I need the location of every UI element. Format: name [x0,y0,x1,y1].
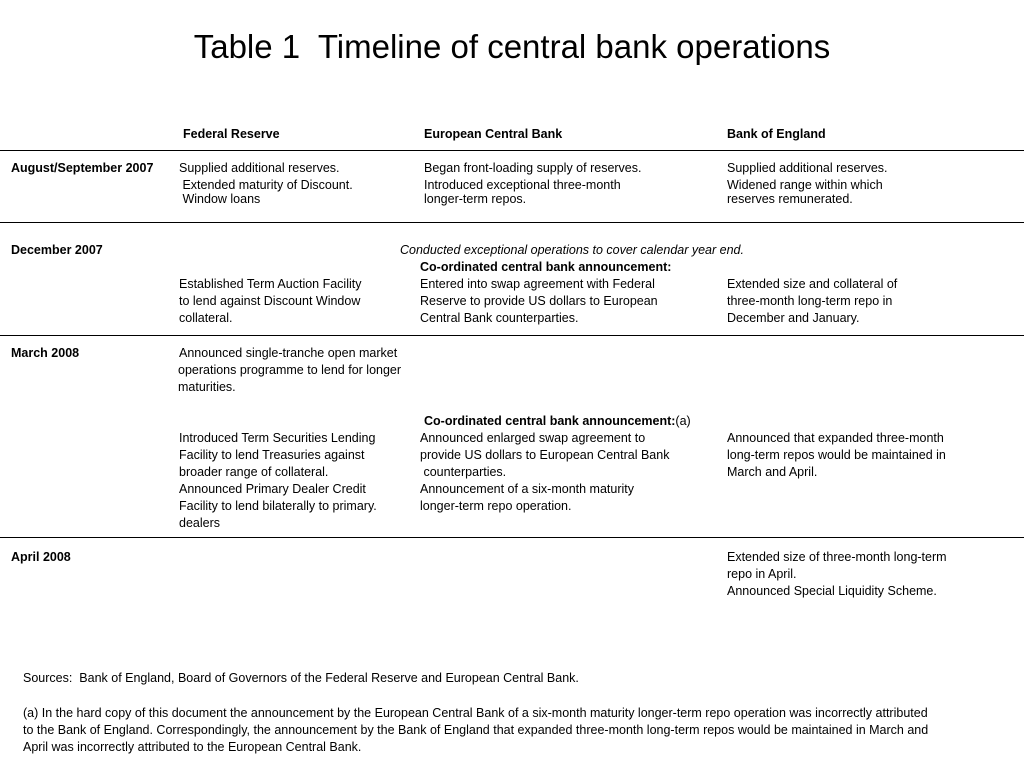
cell-line: dealers [179,516,220,530]
cell-line: Announced single-tranche open market [179,346,398,360]
header-bank-of-england: Bank of England [727,127,826,141]
cell-line: Extended maturity of Discount. [179,178,353,192]
header-european-central-bank: European Central Bank [424,127,563,141]
footnote-marker: (a) [675,414,691,428]
coordinated-announcement-label: Co-ordinated central bank announcement: [424,414,676,428]
row-divider [0,335,1024,336]
cell-line: reserves remunerated. [727,192,853,206]
cell-line: maturities. [178,380,236,394]
cell-line: three-month long-term repo in [727,294,893,308]
cell-line: Announced that expanded three-month [727,431,944,445]
page-title: Table 1 Timeline of central bank operations [193,28,831,65]
cell-line: Reserve to provide US dollars to European [420,294,658,308]
cell-line: Established Term Auction Facility [179,277,362,291]
cell-line: Supplied additional reserves. [179,161,340,175]
cell-line: Introduced exceptional three-month [424,178,621,192]
cell-line: Facility to lend bilaterally to primary. [179,499,377,513]
row-label-december-2007: December 2007 [11,243,103,257]
coordinated-announcement-heading: Co-ordinated central bank announcement: [420,260,672,274]
cell-line: Announced enlarged swap agreement to [420,431,646,445]
cell-line: longer-term repo operation. [420,499,572,513]
cell-line: Began front-loading supply of reserves. [424,161,642,175]
cell-line: counterparties. [420,465,507,479]
cell-line: long-term repos would be maintained in [727,448,946,462]
row-divider [0,222,1024,223]
cell-line: Introduced Term Securities Lending [179,431,376,445]
row-divider [0,150,1024,151]
cell-line: collateral. [179,311,233,325]
cell-line: Extended size of three-month long-term [727,550,947,564]
cell-line: repo in April. [727,567,797,581]
cell-line: Facility to lend Treasuries against [179,448,365,462]
row-divider [0,537,1024,538]
row-label-aug-sep-2007: August/September 2007 [11,161,154,175]
cell-line: Central Bank counterparties. [420,311,579,325]
cell-line: Announced Primary Dealer Credit [179,482,366,496]
cell-line: operations programme to lend for longer [178,363,402,377]
cell-line: longer-term repos. [424,192,527,206]
coordinated-announcement-heading [424,413,691,430]
cell-line: Announcement of a six-month maturity [420,482,634,496]
header-federal-reserve: Federal Reserve [183,127,280,141]
cell-line: March and April. [727,465,818,479]
cell-line: provide US dollars to European Central Bank [420,448,670,462]
joint-operation-note: Conducted exceptional operations to cover calendar year end. [400,243,744,257]
cell-line: Widened range within which [727,178,883,192]
cell-line: broader range of collateral. [179,465,329,479]
cell-line: Announced Special Liquidity Scheme. [727,584,937,598]
footnote-a: (a) In the hard copy of this document the announcement by the European Central Bank of a six-month maturity longer-term repo operation was incorrectly attributed to the Bank of England. Correspondingly, the announcement by the Bank of England that expanded three-month long-term repos would be maintained in March and April was incorrectly attributed to the European Central Bank. [23,706,929,754]
sources-note: Sources: Bank of England, Board of Governors of the Federal Reserve and European Central Bank. [23,671,579,685]
cell-line: December and January. [727,311,860,325]
cell-line: Extended size and collateral of [727,277,898,291]
cell-line: to lend against Discount Window [179,294,361,308]
row-label-march-2008: March 2008 [11,346,80,360]
row-label-april-2008: April 2008 [11,550,71,564]
cell-line: Supplied additional reserves. [727,161,888,175]
cell-line: Window loans [179,192,261,206]
cell-line: Entered into swap agreement with Federal [420,277,655,291]
